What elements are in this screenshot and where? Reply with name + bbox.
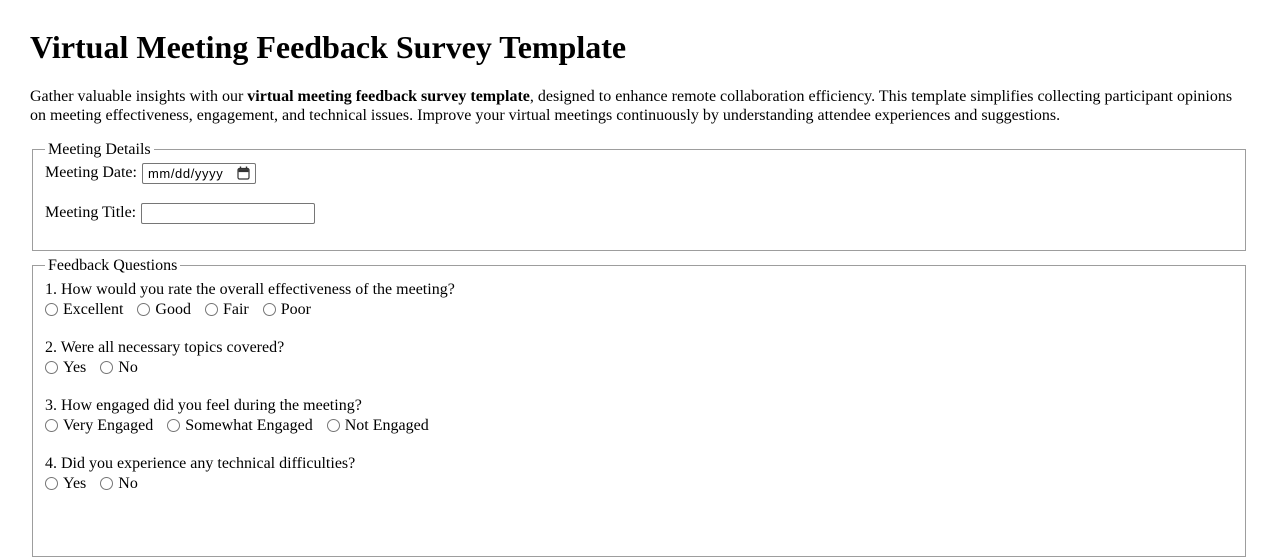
radio-option-q4-no [100,475,138,492]
radio-q1-poor-label: Poor [280,300,311,318]
radio-q4-no[interactable] [100,477,113,490]
meeting-details-section [32,141,1246,251]
radio-q1-good[interactable] [137,303,150,316]
radio-q1-poor[interactable] [263,303,276,316]
question-1-text: 1. How would you rate the overall effectiveness of the meeting? [45,280,455,298]
radio-q1-fair-label: Fair [222,300,249,318]
radio-q2-no[interactable] [100,361,113,374]
feedback-questions-legend: Feedback Questions [48,256,178,274]
radio-option-q1-poor [263,301,311,318]
radio-q3-somewhat-engaged-label: Somewhat Engaged [185,416,313,434]
question-4 [45,454,1233,494]
radio-option-q2-no [100,359,138,376]
description-bold: virtual meeting feedback survey template [247,87,530,105]
radio-option-q4-yes [45,475,86,492]
question-2 [45,338,1233,378]
date-placeholder-text: mm/dd/yyyy [147,165,224,181]
question-1-options [45,300,1233,320]
question-3-options [45,416,1233,436]
description-pre: Gather valuable insights with our [30,87,248,105]
radio-option-q1-good [137,301,191,318]
radio-q3-very-engaged-label: Very Engaged [63,416,154,434]
radio-q1-excellent[interactable] [45,303,58,316]
meeting-title-input[interactable] [141,203,315,224]
meeting-details-legend: Meeting Details [48,140,151,158]
radio-q1-excellent-label: Excellent [63,300,124,318]
meeting-date-row [45,163,1233,184]
meeting-title-row [45,203,1233,224]
calendar-icon[interactable] [237,166,250,180]
radio-q1-fair[interactable] [205,303,218,316]
page-title: Virtual Meeting Feedback Survey Template [30,29,627,65]
question-2-options [45,358,1233,378]
radio-option-q3-not-engaged [327,417,429,434]
radio-option-q1-excellent [45,301,123,318]
radio-q4-no-label: No [118,474,138,492]
radio-q3-very-engaged[interactable] [45,419,58,432]
description-post: , designed to enhance remote collaboration efficiency. This template simplifies collecting participant opinions on meeting effectiveness, engagement, and technical issues. Improve your virtual meetings continuously by understanding attendee experiences and suggestions. [30,87,1233,124]
page-description [30,87,1248,125]
meeting-date-input[interactable] [142,163,256,184]
question-2-text: 2. Were all necessary topics covered? [45,338,285,356]
radio-q3-not-engaged[interactable] [327,419,340,432]
radio-q2-yes[interactable] [45,361,58,374]
radio-q2-no-label: No [118,358,138,376]
radio-q1-good-label: Good [155,300,191,318]
question-1 [45,280,1233,320]
radio-q3-somewhat-engaged[interactable] [167,419,180,432]
radio-q3-not-engaged-label: Not Engaged [344,416,429,434]
meeting-title-label: Meeting Title: [45,204,137,222]
feedback-questions-section [32,257,1246,557]
meeting-date-label: Meeting Date: [45,164,137,182]
question-3 [45,396,1233,436]
radio-option-q3-very-engaged [45,417,153,434]
radio-q4-yes-label: Yes [63,474,87,492]
radio-option-q3-somewhat-engaged [167,417,313,434]
question-4-text: 4. Did you experience any technical difficulties? [45,454,356,472]
radio-q2-yes-label: Yes [63,358,87,376]
radio-option-q1-fair [205,301,249,318]
question-4-options [45,474,1233,494]
question-3-text: 3. How engaged did you feel during the meeting? [45,396,362,414]
radio-q4-yes[interactable] [45,477,58,490]
radio-option-q2-yes [45,359,86,376]
